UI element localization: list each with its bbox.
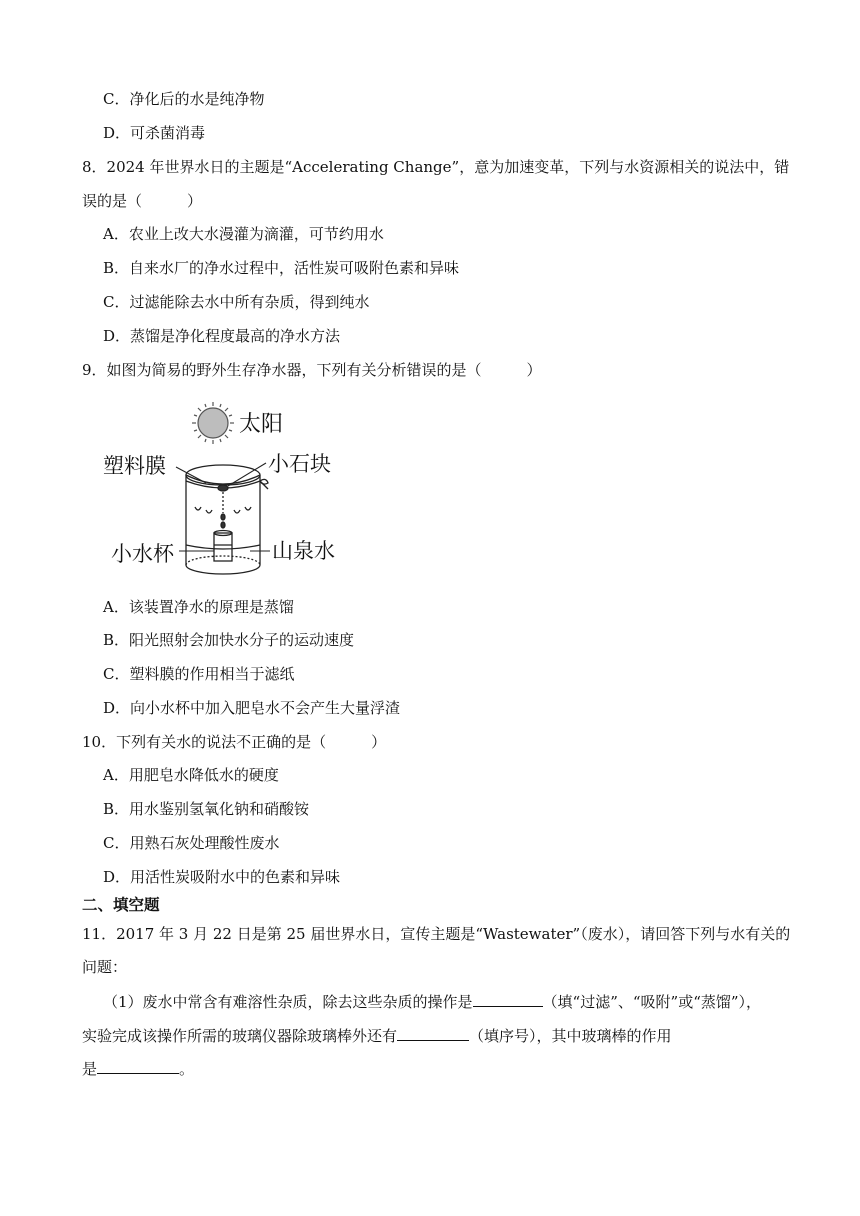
- answer-blank-1[interactable]: [473, 992, 543, 1007]
- q8-option-d: D．蒸馏是净化程度最高的净水方法: [103, 327, 341, 345]
- sun-icon: [192, 402, 234, 444]
- q11-part1-line1: [103, 992, 761, 1012]
- q11-part1-line3: [82, 1059, 194, 1079]
- q10-stem: 10．下列有关水的说法不正确的是（ ）: [82, 733, 387, 751]
- q9-stem: 9．如图为简易的野外生存净水器，下列有关分析错误的是（ ）: [82, 361, 542, 379]
- q10-option-b: B．用水鉴别氢氧化钠和硝酸铵: [103, 800, 310, 818]
- q8-option-b: B．自来水厂的净水过程中，活性炭可吸附色素和异味: [103, 259, 460, 277]
- q11-part1-text-a: （1）废水中常含有难溶性杂质，除去这些杂质的操作是: [103, 993, 473, 1011]
- q11-part1-text-d: （填序号），其中玻璃棒的作用: [469, 1027, 672, 1045]
- q8-stem-line1: 8．2024 年世界水日的主题是“Accelerating Change”，意为加速变革，下列与水资源相关的说法中，错: [82, 158, 790, 176]
- q9-option-b: B．阳光照射会加快水分子的运动速度: [103, 631, 355, 649]
- q10-option-a: A．用肥皂水降低水的硬度: [103, 766, 279, 784]
- q11-part1-text-e: 是: [82, 1060, 98, 1078]
- water-label: 山泉水: [272, 539, 335, 563]
- q8-option-c: C．过滤能除去水中所有杂质，得到纯水: [103, 293, 370, 311]
- answer-blank-3[interactable]: [97, 1059, 179, 1074]
- q11-part1-line2: [82, 1026, 672, 1046]
- q11-stem-line1: 11．2017 年 3 月 22 日是第 25 届世界水日，宣传主题是“Wastewater”（废水），请回答下列与水有关的: [82, 925, 791, 943]
- q8-stem-line2: 误的是（ ）: [82, 192, 203, 210]
- q11-part1-text-c: 实验完成该操作所需的玻璃仪器除玻璃棒外还有: [82, 1027, 398, 1045]
- answer-blank-2[interactable]: [397, 1026, 469, 1041]
- film-label: 塑料膜: [103, 454, 166, 478]
- q9-option-c: C．塑料膜的作用相当于滤纸: [103, 665, 295, 683]
- section-title: 二、填空题: [82, 896, 160, 914]
- q11-part1-text-f: 。: [179, 1060, 195, 1078]
- water-purifier-figure: [100, 395, 360, 580]
- q9-option-d: D．向小水杯中加入肥皂水不会产生大量浮渣: [103, 699, 401, 717]
- q8-option-a: A．农业上改大水漫灌为滴灌，可节约用水: [103, 225, 384, 243]
- stone-label: 小石块: [268, 452, 331, 476]
- q11-stem-line2: 问题：: [82, 958, 128, 976]
- q7-option-c: C．净化后的水是纯净物: [103, 90, 265, 108]
- q7-option-d: D．可杀菌消毒: [103, 124, 206, 142]
- q10-option-c: C．用熟石灰处理酸性废水: [103, 834, 280, 852]
- q11-part1-text-b: （填“过滤”、“吸附”或“蒸馏”），: [542, 993, 762, 1011]
- cup-label: 小水杯: [111, 542, 174, 566]
- q9-option-a: A．该装置净水的原理是蒸馏: [103, 598, 294, 616]
- q10-option-d: D．用活性炭吸附水中的色素和异味: [103, 868, 341, 886]
- sun-label: 太阳: [239, 412, 284, 437]
